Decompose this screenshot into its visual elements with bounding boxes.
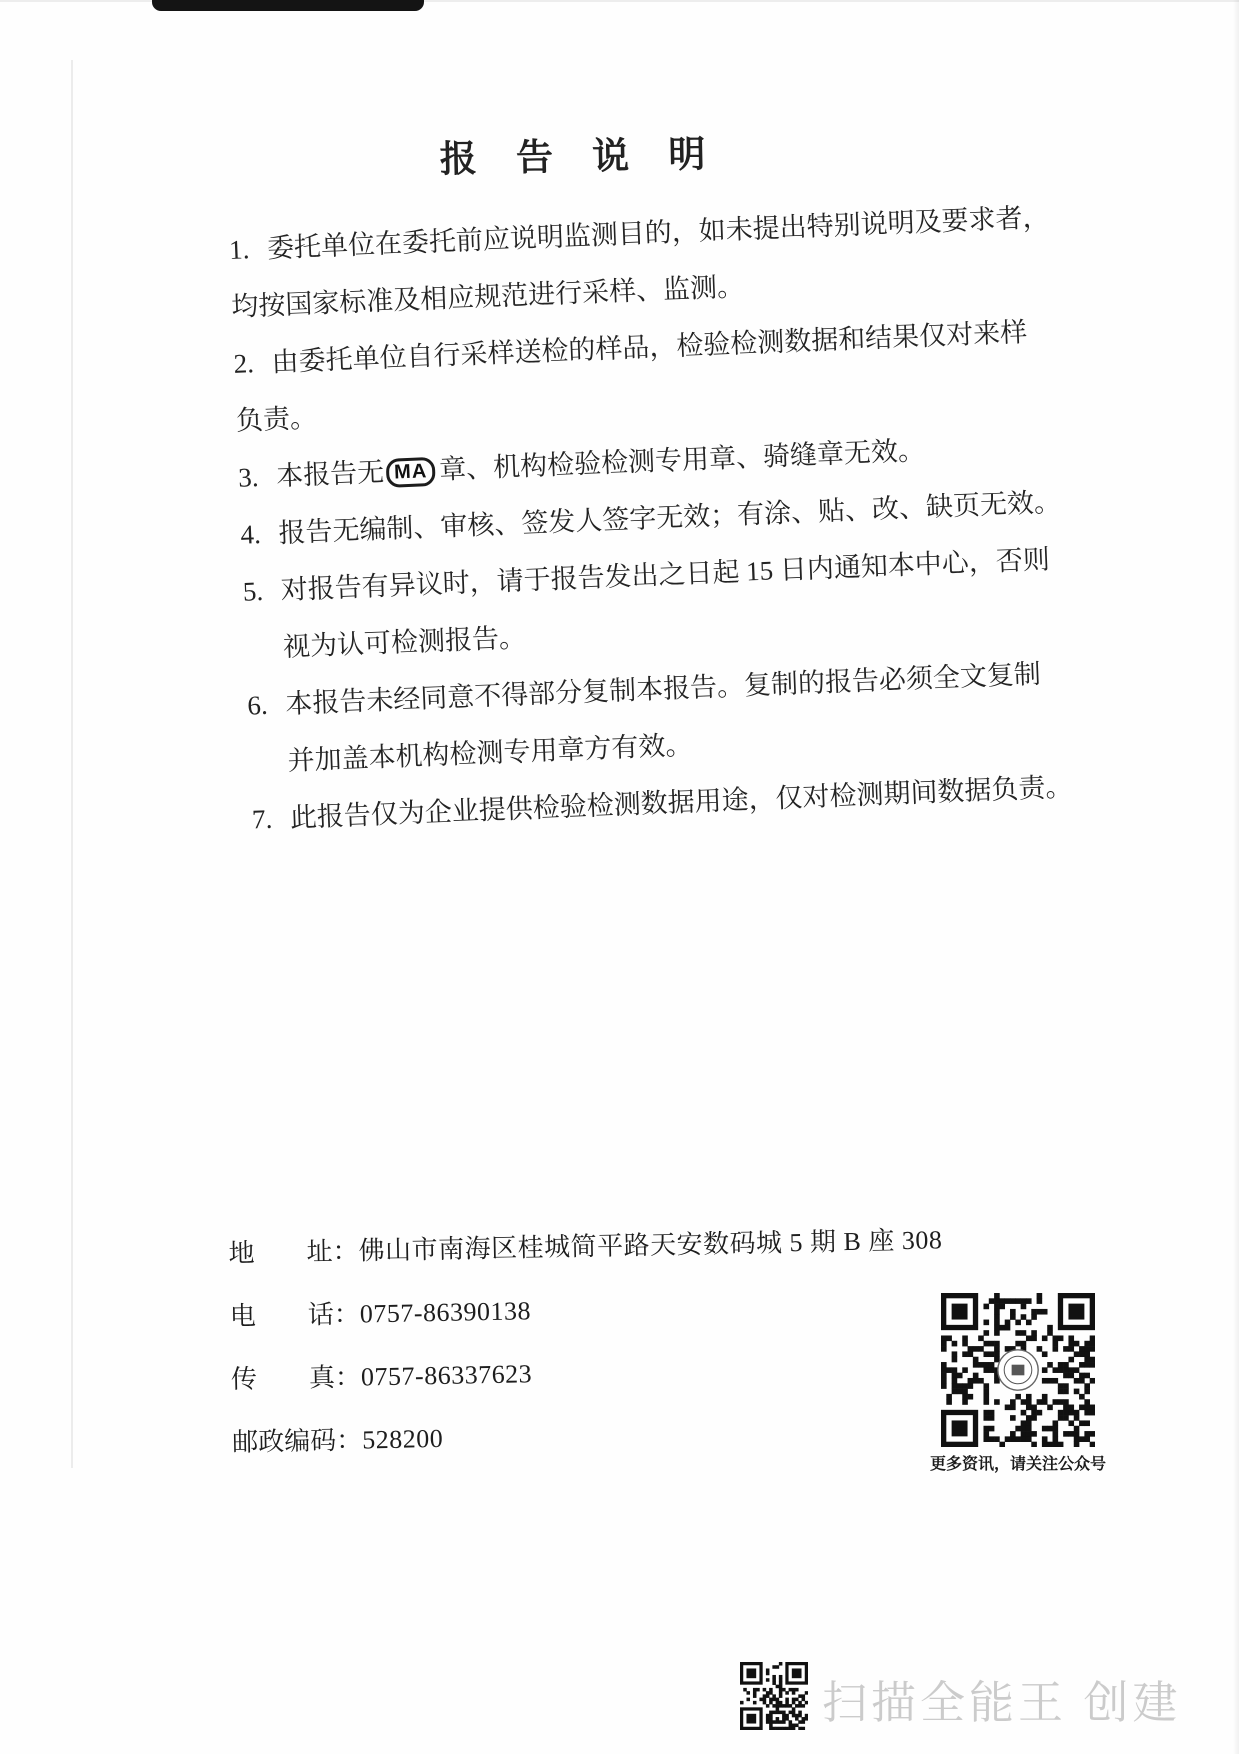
- note-line: 并加盖本机构检测专用章方有效。: [287, 729, 693, 777]
- contact-value: 0757-86390138: [359, 1296, 532, 1329]
- page-title: 报 告 说 明: [439, 134, 721, 181]
- note-number: 7.: [251, 803, 273, 835]
- wechat-qr-block: [928, 1293, 1108, 1474]
- contact-value: 528200: [361, 1423, 444, 1455]
- scan-right-shade-artifact: [1233, 0, 1239, 1754]
- contact-value: 0757-86337623: [360, 1359, 533, 1392]
- scan-left-line-artifact: [71, 60, 73, 1468]
- camscanner-watermark: [740, 1658, 1182, 1754]
- contact-label: 地 址：: [228, 1236, 359, 1268]
- note-line: 6. 本报告未经同意不得部分复制本报告。复制的报告必须全文复制: [246, 647, 1008, 734]
- cma-ma-mark-icon: MA: [386, 457, 436, 488]
- wechat-qr-code-icon: [941, 1293, 1095, 1447]
- note-line: 7. 此报告仅为企业提供检验检测数据用途，仅对检测期间数据负责。: [251, 761, 1013, 848]
- note-line: 负责。: [235, 402, 318, 436]
- note-line: 3. 本报告无 MA 章、机构检验检测专用章、骑缝章无效。: [237, 419, 999, 506]
- note-number: 2.: [233, 348, 255, 379]
- note-line: 5. 对报告有异议时，请于报告发出之日起 15 日内通知本中心，否则: [242, 533, 1004, 620]
- note-number: 4.: [239, 518, 262, 550]
- note-number: 5.: [242, 575, 264, 607]
- note-line: 均按国家标准及相应规范进行采样、监测。: [230, 271, 745, 322]
- note-number: 3.: [237, 461, 260, 493]
- camscanner-qr-code-icon: [740, 1662, 808, 1740]
- note-number: 1.: [228, 234, 250, 265]
- note-line: 2. 由委托单位自行采样送检的样品，检验检测数据和结果仅对来样: [233, 305, 995, 392]
- note-line: 1. 委托单位在委托前应说明监测目的，如未提出特别说明及要求者，: [228, 191, 990, 278]
- contact-value: 佛山市南海区桂城简平路天安数码城 5 期 B 座 308: [358, 1225, 943, 1266]
- contact-label: 邮政编码：: [231, 1425, 363, 1457]
- contact-block: [228, 1207, 1013, 1474]
- scan-dark-blob-artifact: [152, 0, 424, 11]
- note-line: 4. 报告无编制、审核、签发人签字无效；有涂、贴、改、缺页无效。: [239, 476, 1001, 563]
- note-line: 视为认可检测报告。: [282, 622, 527, 663]
- note-number: 6.: [246, 689, 269, 721]
- contact-label: 电 话：: [229, 1299, 361, 1331]
- notes-list: [228, 191, 1073, 848]
- camscanner-watermark-text: 扫描全能王 创建: [822, 1677, 1182, 1728]
- qr-caption: 更多资讯，请关注公众号: [929, 1456, 1106, 1473]
- contact-label: 传 真：: [230, 1362, 362, 1394]
